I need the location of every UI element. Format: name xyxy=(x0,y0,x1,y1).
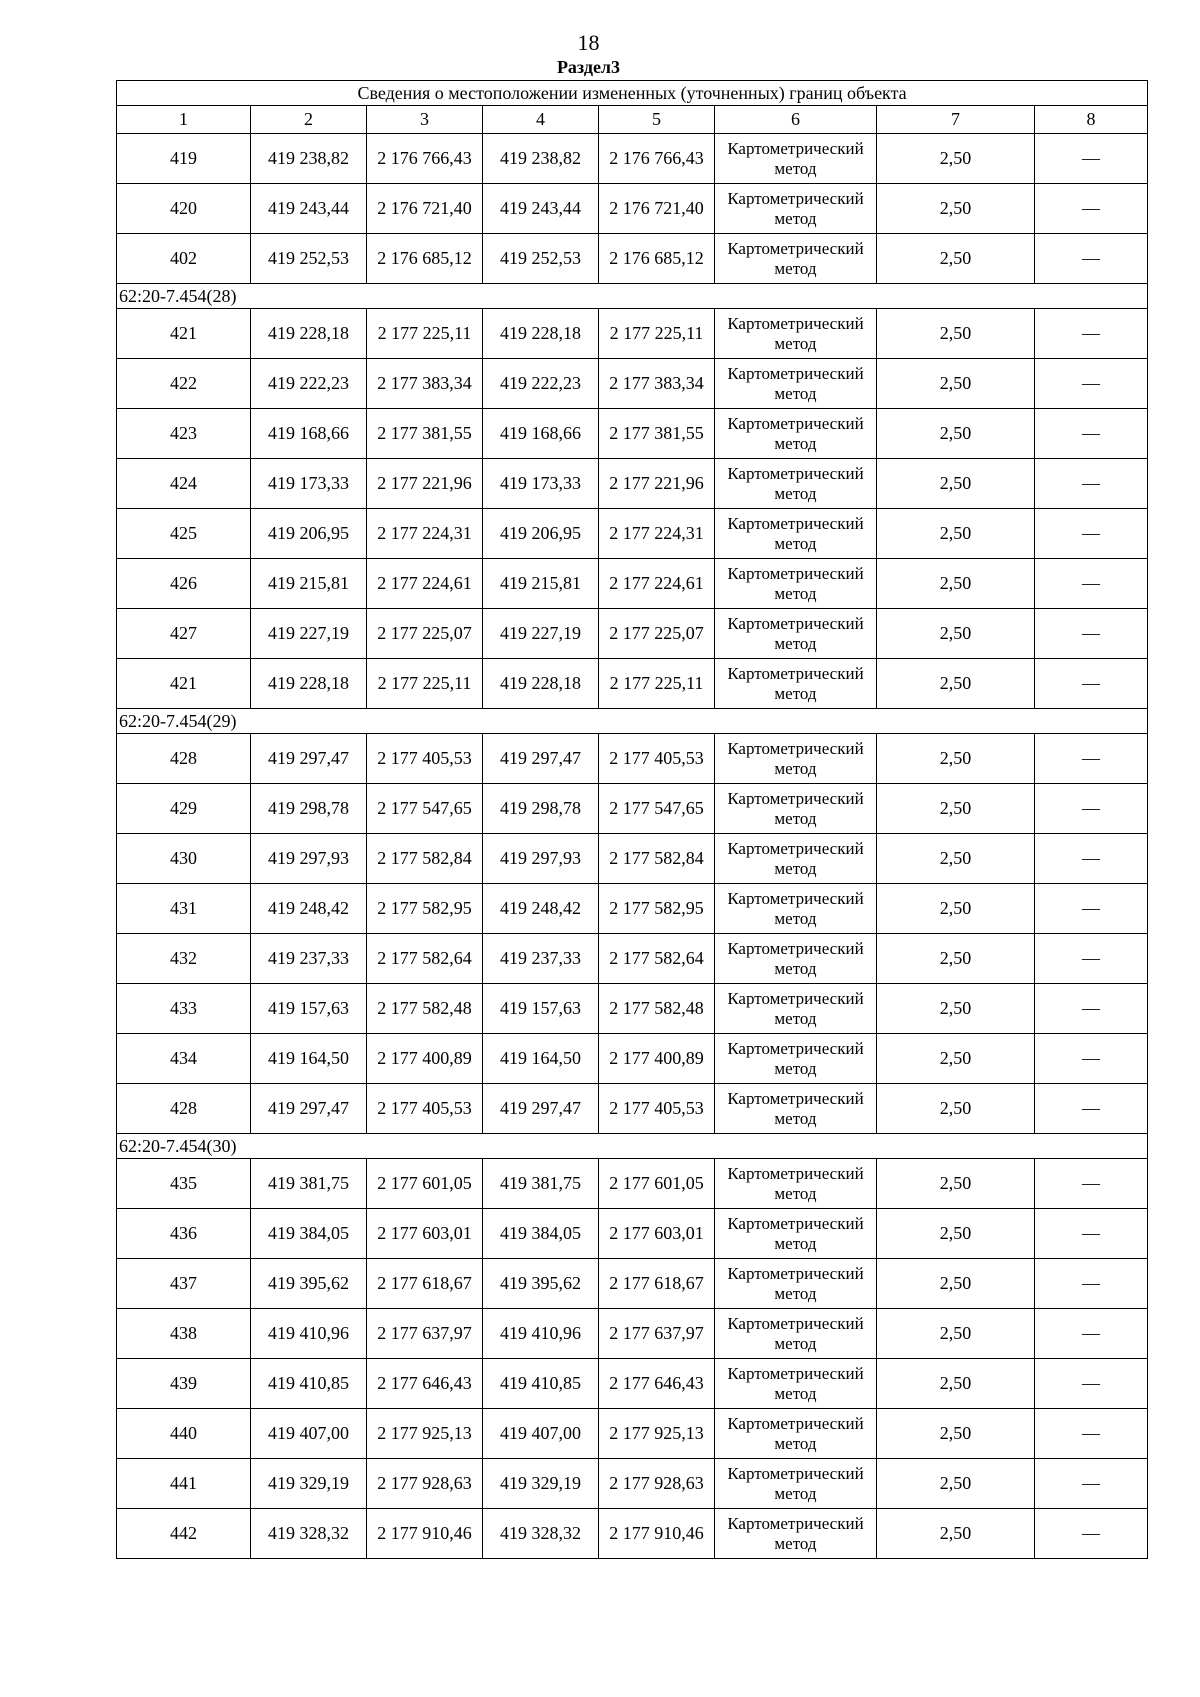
accuracy-cell: 2,50 xyxy=(877,609,1035,659)
y-new-cell: 2 176 685,12 xyxy=(599,234,715,284)
description-cell: — xyxy=(1035,609,1148,659)
point-number-cell: 431 xyxy=(117,884,251,934)
description-cell: — xyxy=(1035,734,1148,784)
y-existing-cell: 2 177 400,89 xyxy=(367,1034,483,1084)
description-cell: — xyxy=(1035,934,1148,984)
x-new-cell: 419 329,19 xyxy=(483,1459,599,1509)
accuracy-cell: 2,50 xyxy=(877,309,1035,359)
y-new-cell: 2 176 721,40 xyxy=(599,184,715,234)
y-new-cell: 2 177 582,48 xyxy=(599,984,715,1034)
y-existing-cell: 2 177 910,46 xyxy=(367,1509,483,1559)
x-existing-cell: 419 298,78 xyxy=(251,784,367,834)
point-number-cell: 442 xyxy=(117,1509,251,1559)
y-existing-cell: 2 177 383,34 xyxy=(367,359,483,409)
x-existing-cell: 419 206,95 xyxy=(251,509,367,559)
y-existing-cell: 2 177 405,53 xyxy=(367,1084,483,1134)
x-new-cell: 419 228,18 xyxy=(483,659,599,709)
x-new-cell: 419 227,19 xyxy=(483,609,599,659)
x-new-cell: 419 215,81 xyxy=(483,559,599,609)
description-cell: — xyxy=(1035,184,1148,234)
description-cell: — xyxy=(1035,234,1148,284)
table-row xyxy=(117,559,1148,609)
point-number-cell: 430 xyxy=(117,834,251,884)
y-existing-cell: 2 177 646,43 xyxy=(367,1359,483,1409)
method-cell: Картометрический метод xyxy=(715,1459,877,1509)
y-new-cell: 2 177 383,34 xyxy=(599,359,715,409)
point-number-cell: 437 xyxy=(117,1259,251,1309)
x-existing-cell: 419 238,82 xyxy=(251,134,367,184)
y-existing-cell: 2 177 225,11 xyxy=(367,659,483,709)
table-row xyxy=(117,1034,1148,1084)
x-existing-cell: 419 243,44 xyxy=(251,184,367,234)
y-existing-cell: 2 177 225,11 xyxy=(367,309,483,359)
table-row xyxy=(117,309,1148,359)
y-existing-cell: 2 177 601,05 xyxy=(367,1159,483,1209)
x-new-cell: 419 395,62 xyxy=(483,1259,599,1309)
y-new-cell: 2 177 637,97 xyxy=(599,1309,715,1359)
x-existing-cell: 419 164,50 xyxy=(251,1034,367,1084)
x-new-cell: 419 410,85 xyxy=(483,1359,599,1409)
table-row xyxy=(117,359,1148,409)
method-cell: Картометрический метод xyxy=(715,1034,877,1084)
method-cell: Картометрический метод xyxy=(715,234,877,284)
column-number: 5 xyxy=(599,106,715,134)
method-cell: Картометрический метод xyxy=(715,1209,877,1259)
y-existing-cell: 2 177 582,64 xyxy=(367,934,483,984)
y-new-cell: 2 177 400,89 xyxy=(599,1034,715,1084)
table-row xyxy=(117,984,1148,1034)
x-existing-cell: 419 381,75 xyxy=(251,1159,367,1209)
table-row xyxy=(117,1509,1148,1559)
description-cell: — xyxy=(1035,1409,1148,1459)
accuracy-cell: 2,50 xyxy=(877,234,1035,284)
y-new-cell: 2 177 405,53 xyxy=(599,1084,715,1134)
accuracy-cell: 2,50 xyxy=(877,734,1035,784)
x-existing-cell: 419 168,66 xyxy=(251,409,367,459)
y-existing-cell: 2 177 618,67 xyxy=(367,1259,483,1309)
x-existing-cell: 419 328,32 xyxy=(251,1509,367,1559)
y-new-cell: 2 177 925,13 xyxy=(599,1409,715,1459)
accuracy-cell: 2,50 xyxy=(877,884,1035,934)
point-number-cell: 429 xyxy=(117,784,251,834)
point-number-cell: 424 xyxy=(117,459,251,509)
parcel-group-label: 62:20-7.454(30) xyxy=(117,1134,1148,1159)
x-existing-cell: 419 252,53 xyxy=(251,234,367,284)
y-existing-cell: 2 176 721,40 xyxy=(367,184,483,234)
accuracy-cell: 2,50 xyxy=(877,1259,1035,1309)
y-existing-cell: 2 176 766,43 xyxy=(367,134,483,184)
y-existing-cell: 2 176 685,12 xyxy=(367,234,483,284)
point-number-cell: 419 xyxy=(117,134,251,184)
method-cell: Картометрический метод xyxy=(715,1159,877,1209)
column-number: 1 xyxy=(117,106,251,134)
x-new-cell: 419 297,93 xyxy=(483,834,599,884)
accuracy-cell: 2,50 xyxy=(877,559,1035,609)
x-existing-cell: 419 227,19 xyxy=(251,609,367,659)
x-new-cell: 419 237,33 xyxy=(483,934,599,984)
group-row xyxy=(117,1134,1148,1159)
x-existing-cell: 419 157,63 xyxy=(251,984,367,1034)
description-cell: — xyxy=(1035,1159,1148,1209)
column-number: 2 xyxy=(251,106,367,134)
y-new-cell: 2 177 582,95 xyxy=(599,884,715,934)
x-new-cell: 419 297,47 xyxy=(483,1084,599,1134)
method-cell: Картометрический метод xyxy=(715,734,877,784)
point-number-cell: 421 xyxy=(117,659,251,709)
accuracy-cell: 2,50 xyxy=(877,184,1035,234)
y-existing-cell: 2 177 224,61 xyxy=(367,559,483,609)
group-row xyxy=(117,709,1148,734)
method-cell: Картометрический метод xyxy=(715,1509,877,1559)
description-cell: — xyxy=(1035,309,1148,359)
description-cell: — xyxy=(1035,359,1148,409)
x-new-cell: 419 173,33 xyxy=(483,459,599,509)
column-number: 7 xyxy=(877,106,1035,134)
point-number-cell: 435 xyxy=(117,1159,251,1209)
description-cell: — xyxy=(1035,134,1148,184)
point-number-cell: 438 xyxy=(117,1309,251,1359)
x-existing-cell: 419 215,81 xyxy=(251,559,367,609)
x-new-cell: 419 206,95 xyxy=(483,509,599,559)
x-existing-cell: 419 410,96 xyxy=(251,1309,367,1359)
x-new-cell: 419 384,05 xyxy=(483,1209,599,1259)
y-existing-cell: 2 177 582,95 xyxy=(367,884,483,934)
description-cell: — xyxy=(1035,659,1148,709)
accuracy-cell: 2,50 xyxy=(877,1509,1035,1559)
description-cell: — xyxy=(1035,984,1148,1034)
y-new-cell: 2 177 618,67 xyxy=(599,1259,715,1309)
table-row xyxy=(117,1459,1148,1509)
y-new-cell: 2 177 225,07 xyxy=(599,609,715,659)
point-number-cell: 428 xyxy=(117,1084,251,1134)
y-new-cell: 2 177 646,43 xyxy=(599,1359,715,1409)
y-existing-cell: 2 177 547,65 xyxy=(367,784,483,834)
table-row xyxy=(117,1309,1148,1359)
x-new-cell: 419 157,63 xyxy=(483,984,599,1034)
table-row xyxy=(117,884,1148,934)
table-title: Сведения о местоположении измененных (уточненных) границ объекта xyxy=(117,81,1148,106)
description-cell: — xyxy=(1035,459,1148,509)
method-cell: Картометрический метод xyxy=(715,1409,877,1459)
y-new-cell: 2 177 225,11 xyxy=(599,659,715,709)
point-number-cell: 432 xyxy=(117,934,251,984)
x-existing-cell: 419 228,18 xyxy=(251,659,367,709)
table-row xyxy=(117,509,1148,559)
point-number-cell: 426 xyxy=(117,559,251,609)
y-new-cell: 2 177 601,05 xyxy=(599,1159,715,1209)
table-row xyxy=(117,1084,1148,1134)
accuracy-cell: 2,50 xyxy=(877,984,1035,1034)
description-cell: — xyxy=(1035,1459,1148,1509)
method-cell: Картометрический метод xyxy=(715,359,877,409)
group-row xyxy=(117,284,1148,309)
table-row xyxy=(117,1159,1148,1209)
y-new-cell: 2 177 928,63 xyxy=(599,1459,715,1509)
description-cell: — xyxy=(1035,784,1148,834)
x-existing-cell: 419 228,18 xyxy=(251,309,367,359)
point-number-cell: 439 xyxy=(117,1359,251,1409)
method-cell: Картометрический метод xyxy=(715,984,877,1034)
x-existing-cell: 419 384,05 xyxy=(251,1209,367,1259)
y-existing-cell: 2 177 224,31 xyxy=(367,509,483,559)
table-row xyxy=(117,409,1148,459)
method-cell: Картометрический метод xyxy=(715,134,877,184)
description-cell: — xyxy=(1035,834,1148,884)
y-new-cell: 2 177 224,31 xyxy=(599,509,715,559)
x-new-cell: 419 248,42 xyxy=(483,884,599,934)
table-row xyxy=(117,1409,1148,1459)
x-existing-cell: 419 297,93 xyxy=(251,834,367,884)
method-cell: Картометрический метод xyxy=(715,184,877,234)
table-row xyxy=(117,184,1148,234)
point-number-cell: 420 xyxy=(117,184,251,234)
table-row xyxy=(117,1259,1148,1309)
table-row xyxy=(117,734,1148,784)
boundary-table xyxy=(116,80,1148,1559)
x-new-cell: 419 228,18 xyxy=(483,309,599,359)
point-number-cell: 402 xyxy=(117,234,251,284)
column-number-row xyxy=(117,106,1148,134)
description-cell: — xyxy=(1035,559,1148,609)
method-cell: Картометрический метод xyxy=(715,409,877,459)
method-cell: Картометрический метод xyxy=(715,609,877,659)
description-cell: — xyxy=(1035,509,1148,559)
table-body xyxy=(117,134,1148,1559)
y-new-cell: 2 177 405,53 xyxy=(599,734,715,784)
table-row xyxy=(117,1209,1148,1259)
accuracy-cell: 2,50 xyxy=(877,1409,1035,1459)
accuracy-cell: 2,50 xyxy=(877,1084,1035,1134)
y-new-cell: 2 177 221,96 xyxy=(599,459,715,509)
x-new-cell: 419 381,75 xyxy=(483,1159,599,1209)
x-new-cell: 419 407,00 xyxy=(483,1409,599,1459)
x-new-cell: 419 297,47 xyxy=(483,734,599,784)
column-number: 3 xyxy=(367,106,483,134)
x-new-cell: 419 222,23 xyxy=(483,359,599,409)
method-cell: Картометрический метод xyxy=(715,1359,877,1409)
y-existing-cell: 2 177 582,84 xyxy=(367,834,483,884)
description-cell: — xyxy=(1035,884,1148,934)
accuracy-cell: 2,50 xyxy=(877,1209,1035,1259)
parcel-group-label: 62:20-7.454(28) xyxy=(117,284,1148,309)
column-number: 8 xyxy=(1035,106,1148,134)
x-new-cell: 419 252,53 xyxy=(483,234,599,284)
point-number-cell: 423 xyxy=(117,409,251,459)
method-cell: Картометрический метод xyxy=(715,659,877,709)
description-cell: — xyxy=(1035,1084,1148,1134)
y-existing-cell: 2 177 928,63 xyxy=(367,1459,483,1509)
table-row xyxy=(117,234,1148,284)
page-number: 18 xyxy=(577,30,600,55)
x-new-cell: 419 168,66 xyxy=(483,409,599,459)
description-cell: — xyxy=(1035,1509,1148,1559)
column-number: 6 xyxy=(715,106,877,134)
description-cell: — xyxy=(1035,1209,1148,1259)
method-cell: Картометрический метод xyxy=(715,1309,877,1359)
y-new-cell: 2 177 582,64 xyxy=(599,934,715,984)
point-number-cell: 434 xyxy=(117,1034,251,1084)
y-existing-cell: 2 177 221,96 xyxy=(367,459,483,509)
column-number: 4 xyxy=(483,106,599,134)
y-new-cell: 2 177 910,46 xyxy=(599,1509,715,1559)
y-new-cell: 2 177 225,11 xyxy=(599,309,715,359)
table-row xyxy=(117,834,1148,884)
y-existing-cell: 2 177 405,53 xyxy=(367,734,483,784)
x-new-cell: 419 328,32 xyxy=(483,1509,599,1559)
description-cell: — xyxy=(1035,1309,1148,1359)
x-existing-cell: 419 410,85 xyxy=(251,1359,367,1409)
point-number-cell: 436 xyxy=(117,1209,251,1259)
table-row xyxy=(117,609,1148,659)
y-existing-cell: 2 177 582,48 xyxy=(367,984,483,1034)
y-existing-cell: 2 177 603,01 xyxy=(367,1209,483,1259)
y-existing-cell: 2 177 225,07 xyxy=(367,609,483,659)
description-cell: — xyxy=(1035,1034,1148,1084)
accuracy-cell: 2,50 xyxy=(877,934,1035,984)
y-new-cell: 2 177 547,65 xyxy=(599,784,715,834)
x-existing-cell: 419 329,19 xyxy=(251,1459,367,1509)
parcel-group-label: 62:20-7.454(29) xyxy=(117,709,1148,734)
table-row xyxy=(117,784,1148,834)
accuracy-cell: 2,50 xyxy=(877,359,1035,409)
method-cell: Картометрический метод xyxy=(715,1084,877,1134)
method-cell: Картометрический метод xyxy=(715,784,877,834)
x-existing-cell: 419 407,00 xyxy=(251,1409,367,1459)
table-title-row xyxy=(117,81,1148,106)
x-new-cell: 419 164,50 xyxy=(483,1034,599,1084)
method-cell: Картометрический метод xyxy=(715,559,877,609)
point-number-cell: 421 xyxy=(117,309,251,359)
x-new-cell: 419 298,78 xyxy=(483,784,599,834)
x-existing-cell: 419 395,62 xyxy=(251,1259,367,1309)
x-existing-cell: 419 237,33 xyxy=(251,934,367,984)
method-cell: Картометрический метод xyxy=(715,834,877,884)
method-cell: Картометрический метод xyxy=(715,459,877,509)
x-new-cell: 419 238,82 xyxy=(483,134,599,184)
y-new-cell: 2 177 603,01 xyxy=(599,1209,715,1259)
accuracy-cell: 2,50 xyxy=(877,509,1035,559)
method-cell: Картометрический метод xyxy=(715,509,877,559)
x-existing-cell: 419 173,33 xyxy=(251,459,367,509)
accuracy-cell: 2,50 xyxy=(877,409,1035,459)
x-new-cell: 419 243,44 xyxy=(483,184,599,234)
method-cell: Картометрический метод xyxy=(715,884,877,934)
accuracy-cell: 2,50 xyxy=(877,1159,1035,1209)
y-existing-cell: 2 177 637,97 xyxy=(367,1309,483,1359)
y-new-cell: 2 177 224,61 xyxy=(599,559,715,609)
point-number-cell: 425 xyxy=(117,509,251,559)
point-number-cell: 440 xyxy=(117,1409,251,1459)
description-cell: — xyxy=(1035,1259,1148,1309)
table-row xyxy=(117,134,1148,184)
x-existing-cell: 419 297,47 xyxy=(251,734,367,784)
description-cell: — xyxy=(1035,409,1148,459)
y-existing-cell: 2 177 925,13 xyxy=(367,1409,483,1459)
accuracy-cell: 2,50 xyxy=(877,1034,1035,1084)
description-cell: — xyxy=(1035,1359,1148,1409)
x-existing-cell: 419 297,47 xyxy=(251,1084,367,1134)
table-row xyxy=(117,459,1148,509)
accuracy-cell: 2,50 xyxy=(877,834,1035,884)
point-number-cell: 428 xyxy=(117,734,251,784)
table-row xyxy=(117,659,1148,709)
method-cell: Картометрический метод xyxy=(715,1259,877,1309)
table-row xyxy=(117,934,1148,984)
point-number-cell: 433 xyxy=(117,984,251,1034)
accuracy-cell: 2,50 xyxy=(877,659,1035,709)
y-new-cell: 2 177 582,84 xyxy=(599,834,715,884)
method-cell: Картометрический метод xyxy=(715,934,877,984)
point-number-cell: 441 xyxy=(117,1459,251,1509)
accuracy-cell: 2,50 xyxy=(877,459,1035,509)
accuracy-cell: 2,50 xyxy=(877,1359,1035,1409)
y-existing-cell: 2 177 381,55 xyxy=(367,409,483,459)
x-new-cell: 419 410,96 xyxy=(483,1309,599,1359)
y-new-cell: 2 176 766,43 xyxy=(599,134,715,184)
method-cell: Картометрический метод xyxy=(715,309,877,359)
section-title: Раздел3 xyxy=(556,57,621,77)
table-row xyxy=(117,1359,1148,1409)
x-existing-cell: 419 222,23 xyxy=(251,359,367,409)
point-number-cell: 422 xyxy=(117,359,251,409)
accuracy-cell: 2,50 xyxy=(877,1309,1035,1359)
accuracy-cell: 2,50 xyxy=(877,134,1035,184)
y-new-cell: 2 177 381,55 xyxy=(599,409,715,459)
accuracy-cell: 2,50 xyxy=(877,784,1035,834)
x-existing-cell: 419 248,42 xyxy=(251,884,367,934)
point-number-cell: 427 xyxy=(117,609,251,659)
accuracy-cell: 2,50 xyxy=(877,1459,1035,1509)
